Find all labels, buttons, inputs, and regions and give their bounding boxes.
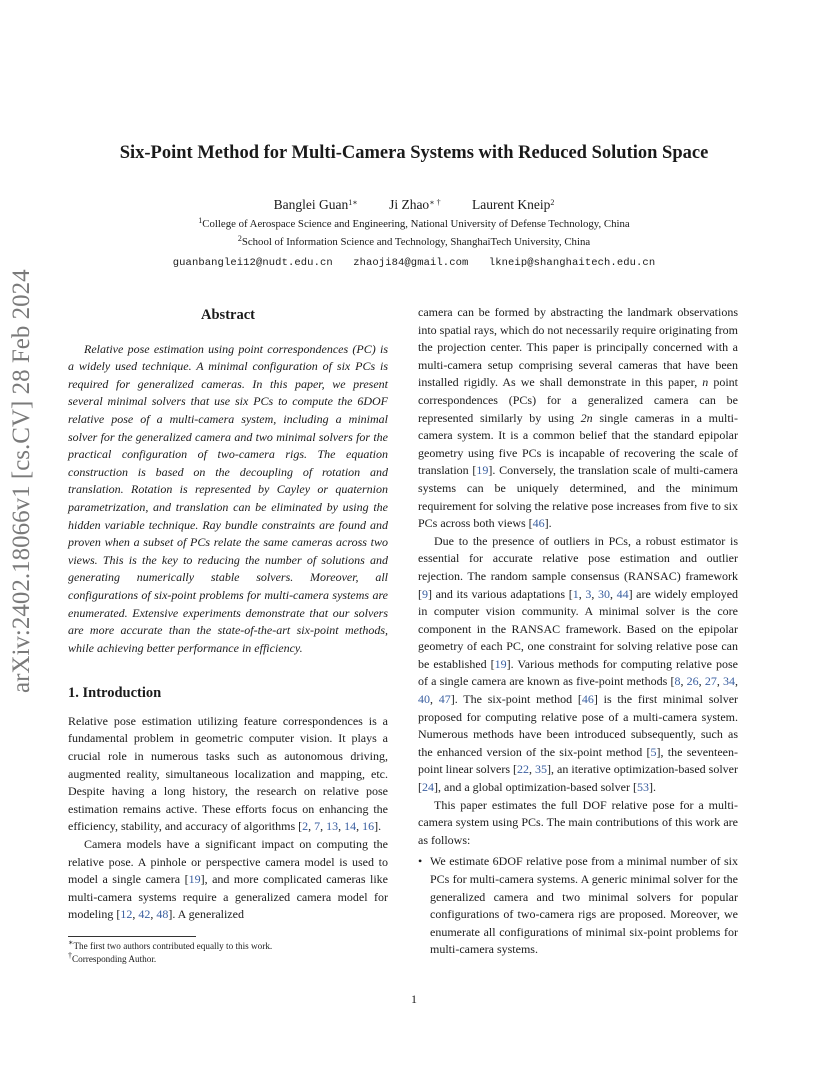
- citation[interactable]: 26: [686, 674, 699, 689]
- citation[interactable]: 16: [362, 819, 375, 834]
- author: Banglei Guan$^{1∗}$: [273, 197, 358, 212]
- paragraph: This paper estimates the full DOF relative pose for a multi-camera system using PCs. The main contributions of this work are as follows:: [418, 797, 738, 847]
- citation[interactable]: 48: [156, 907, 169, 922]
- list-item: • We estimate 6DOF relative pose from a minimal number of six PCs for multi-camera systems. A generic minimal solver for the generalized camera and two minimal solvers for popular configurations of two-camera rigs are proposed. Moreover, we enumerate all configurations of minimal six-point problems for multi-camera systems.: [418, 853, 738, 959]
- affiliation: $^1$College of Aerospace Science and Engineering, National University of Defense Technology, China: [198, 216, 630, 230]
- citation[interactable]: 14: [344, 819, 357, 834]
- paragraph: Relative pose estimation utilizing feature correspondences is a fundamental problem in geometric computer vision. It plays a crucial role in numerous tasks such as autonomous driving, augmented reality, simultaneous localization and mapping, etc. Despite having a long history, the research on relative pose estimation remains active. These efforts focus on enhancing the efficiency, stability, and accuracy of algorithms [2, 7, 13, 14, 16].: [68, 713, 388, 834]
- paragraph: Due to the presence of outliers in PCs, a robust estimator is essential for accurate relative pose estimation and outlier rejection. The random sample consensus (RANSAC) framework [9] and its various adaptations [1, 3, 30, 44] are widely employed in computer vision community. A minimal solver is the core component in the RANSAC framework. Based on the epipolar geometry of each PC, one constraint for solving relative pose can be established [19]. Various methods for computing relative pose of a single camera are known as five-point methods [8, 26, 27, 34, 40, 47]. The six-point method [46] is the first minimal solver proposed for computing relative pose of a multi-camera system. Numerous methods have been introduced subsequently, such as the enhanced version of the six-point method [5], the seventeen-point linear solvers [22, 35], an iterative optimization-based solver [24], and a global optimization-based solver [53].: [418, 533, 739, 795]
- citation[interactable]: 53: [636, 780, 649, 795]
- contribution-list: [418, 853, 738, 959]
- citation[interactable]: 24: [422, 780, 434, 795]
- arxiv-stamp: arXiv:2402.18066v1 [cs.CV] 28 Feb 2024: [8, 269, 35, 693]
- citation[interactable]: 2: [302, 819, 309, 834]
- email: zhaoji84@gmail.com: [353, 257, 469, 269]
- footnote: ∗The first two authors contributed equally to this work.: [68, 938, 273, 951]
- citation[interactable]: 27: [704, 674, 717, 689]
- footnote-divider: [68, 936, 196, 937]
- citation[interactable]: 47: [438, 692, 451, 707]
- citation[interactable]: 19: [188, 872, 201, 887]
- citation[interactable]: 35: [535, 762, 548, 777]
- paper-title: Six-Point Method for Multi-Camera Systems with Reduced Solution Space: [119, 143, 709, 163]
- author: Ji Zhao∗ †: [389, 197, 441, 212]
- abstract-heading: Abstract: [201, 307, 255, 323]
- email: guanbanglei12@nudt.edu.cn: [172, 257, 333, 269]
- citation[interactable]: 13: [326, 819, 339, 834]
- citation[interactable]: 40: [418, 692, 430, 707]
- email: lkneip@shanghaitech.edu.cn: [488, 257, 656, 269]
- citation[interactable]: 5: [650, 744, 657, 759]
- email-list: [0, 257, 828, 269]
- citation[interactable]: 1: [572, 586, 579, 601]
- abstract-text: Relative pose estimation using point correspondences (PC) is a widely used technique. A minimal configuration of six PCs is required for generalized cameras. In this paper, we present several minimal solvers that use six PCs to compute the 6DOF relative pose of a multi-camera system, including a minimal solver for the generalized camera and two minimal solvers for the practical configuration of two-camera rigs. The equation construction is based on the decoupling of rotation and translation. Rotation is represented by Cayley or quaternion parametrization, and translation can be eliminated by using the hidden variable technique. Ray bundle constraints are found and proven when a subset of PCs relate the same cameras across two views. This is the key to reducing the number of solutions and generating numerically stable solvers. Moreover, all configurations of six-point problems for multi-camera systems are enumerated. Extensive experiments demonstrate that our solvers are more accurate than the state-of-the-art six-point methods, while achieving better performance in efficiency.: [68, 341, 388, 655]
- citation[interactable]: 42: [138, 907, 151, 922]
- section-heading: 1. Introduction: [68, 685, 162, 702]
- paragraph: camera can be formed by abstracting the landmark observations into spatial rays, which do not necessarily require originating from the projection center. This paper is principally concerned with a multi-camera setup comprising several cameras that have been installed rigidly. As we shall demonstrate in this paper, n point correspondences (PCs) for a generalized camera can be represented similarly by using 2n single cameras in a multi-camera system. It is a common belief that the standard epipolar geometry using five PCs is incapable of recovering the scale of translation [19]. Conversely, the translation scale of multi-camera systems can be uniquely determined, and the minimum requirement for solving the relative pose increases from five to six PCs across both views [46].: [418, 305, 739, 531]
- right-column: [418, 304, 738, 959]
- citation[interactable]: 7: [314, 819, 321, 834]
- citation[interactable]: 8: [674, 674, 681, 689]
- affiliation: $^2$School of Information Science and Technology, ShanghaiTech University, China: [237, 234, 591, 248]
- citation[interactable]: 19: [494, 656, 507, 671]
- citation[interactable]: 30: [597, 586, 610, 601]
- left-column: [68, 307, 388, 924]
- citation[interactable]: 3: [585, 586, 592, 601]
- citation[interactable]: 44: [616, 586, 629, 601]
- paragraph: Camera models have a significant impact on computing the relative pose. A pinhole or perspective camera model is used to model a single camera [19], and more complicated cameras like multi-camera systems require a generalized camera model for modeling [12, 42, 48]. A generalized: [68, 837, 389, 922]
- citation[interactable]: 19: [476, 463, 489, 478]
- citation[interactable]: 22: [517, 762, 530, 777]
- citation[interactable]: 34: [723, 674, 736, 689]
- author: Laurent Kneip$^2$: [472, 197, 555, 212]
- citation[interactable]: 46: [532, 516, 545, 531]
- author-list: [0, 197, 828, 213]
- citation[interactable]: 46: [581, 692, 594, 707]
- citation[interactable]: 12: [120, 907, 133, 922]
- footnote: †Corresponding Author.: [68, 951, 157, 964]
- citation[interactable]: 9: [422, 586, 428, 601]
- page-number: 1: [411, 992, 417, 1006]
